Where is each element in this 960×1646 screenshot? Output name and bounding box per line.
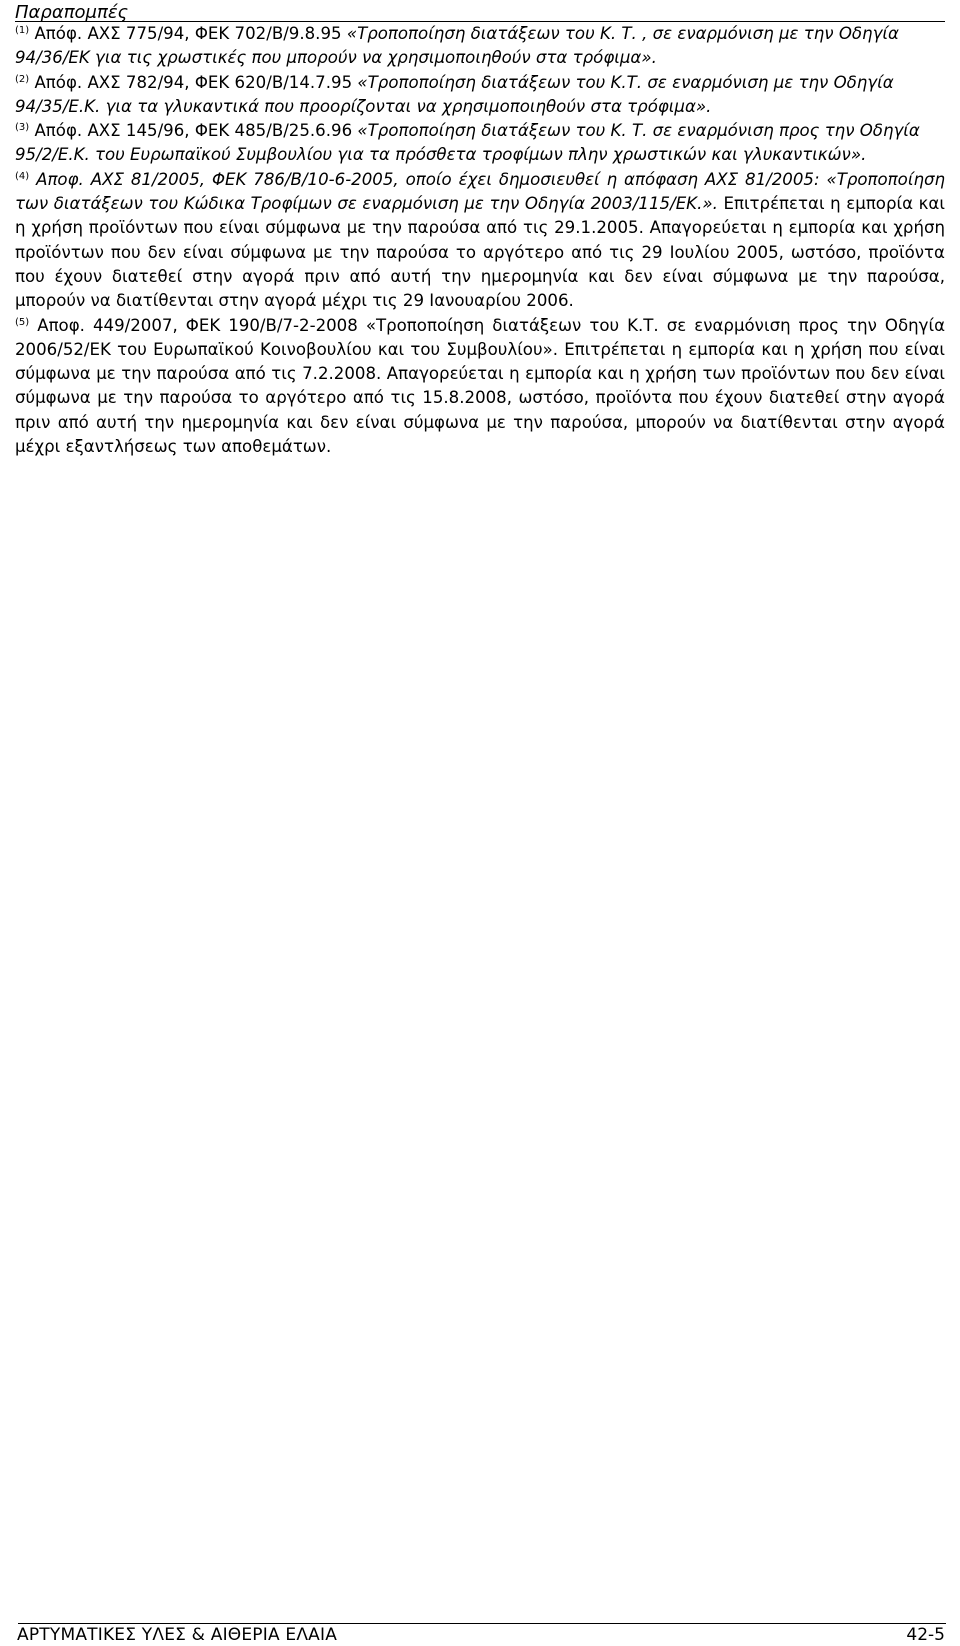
reference-number: (1) bbox=[15, 25, 30, 36]
reference-title: «Τροποποίηση διατάξεων του Κ. Τ. , σε εναρμόνιση με την Οδηγία 94/36/ΕΚ για τις χρωστικές που μπορούν να χρησιμοποιηθούν στα τρόφιμα». bbox=[15, 24, 899, 68]
reference-2 bbox=[15, 71, 945, 120]
reference-citation: Απόφ. ΑΧΣ 775/94, ΦΕΚ 702/Β/9.8.95 bbox=[34, 24, 347, 43]
reference-1 bbox=[15, 22, 945, 71]
reference-title: «Τροποποίηση διατάξεων του Κ. Τ. σε εναρμόνιση προς την Οδηγία 95/2/Ε.Κ. του Ευρωπαϊκού Συμβουλίου για τα πρόσθετα τροφίμων πλην χρωστικών και γλυκαντικών». bbox=[15, 121, 920, 165]
reference-title: «Τροποποίηση διατάξεων του Κ.Τ. σε εναρμόνιση με την Οδηγία 94/35/Ε.Κ. για τα γλυκαντικά που προορίζονται να χρησιμοποιηθούν στα τρόφιμα». bbox=[15, 72, 894, 116]
reference-citation: Αποφ. ΑΧΣ 81/2005, ΦΕΚ 786/Β/10-6-2005, οποίο έχει δημοσιευθεί η απόφαση ΑΧΣ 81/2005: «Τροποποίηση των διατάξεων του Κώδικα Τροφίμων σε εναρμόνιση με την Οδηγία 2003/115/ΕΚ.». bbox=[15, 169, 945, 214]
footer-rule bbox=[18, 1623, 946, 1624]
page-number: 42-5 bbox=[906, 1625, 945, 1645]
reference-number: (2) bbox=[15, 73, 30, 85]
footer-title: ΑΡΤΥΜΑΤΙΚΕΣ ΥΛΕΣ & ΑΙΘΕΡΙΑ ΕΛΑΙΑ bbox=[17, 1625, 338, 1645]
reference-3 bbox=[15, 119, 945, 168]
reference-number: (4) bbox=[15, 170, 30, 182]
references-list bbox=[15, 22, 945, 459]
reference-citation: Απόφ. ΑΧΣ 782/94, ΦΕΚ 620/Β/14.7.95 bbox=[34, 72, 358, 92]
reference-citation: Αποφ. 449/2007, ΦΕΚ 190/Β/7-2-2008 «Τροποποίηση διατάξεων του Κ.Τ. σε εναρμόνιση προς την Οδηγία 2006/52/ΕΚ του Ευρωπαϊκού Κοινοβουλίου και του Συμβουλίου». Επιτρέπεται η εμπορία και η χρήση που είναι σύμφωνα με την παρούσα από τις 7.2.2008. Απαγορεύεται η εμπορία και η χρήση των προϊόντων που δεν είναι σύμφωνα με την παρούσα το αργότερο από τις 15.8.2008, ωστόσο, προϊόντα που έχουν διατεθεί στην αγορά πριν από αυτή την ημερομηνία και δεν είναι σύμφωνα με την παρούσα, μπορούν να διατίθενται στην αγορά μέχρι εξαντλήσεως των αποθεμάτων. bbox=[15, 315, 946, 457]
reference-number: (3) bbox=[15, 122, 30, 134]
reference-5 bbox=[15, 314, 945, 460]
reference-citation: Απόφ. ΑΧΣ 145/96, ΦΕΚ 485/Β/25.6.96 bbox=[34, 121, 358, 141]
reference-number: (5) bbox=[15, 316, 30, 328]
references-heading: Παραπομπές bbox=[15, 2, 129, 23]
reference-note: Επιτρέπεται η εμπορία και η χρήση προϊόντων που είναι σύμφωνα με την παρούσα από τις 29.1.2005. Απαγορεύεται η εμπορία και χρήση προϊόντων που δεν είναι σύμφωνα με την παρούσα το αργότερο από τις 29 Ιουλίου 2005, ωστόσο, προϊόντα που έχουν διατεθεί στην αγορά πριν από αυτή την ημερομηνία και δεν είναι σύμφωνα με την παρούσα, μπορούν να διατίθενται στην αγορά μέχρι τις 29 Ιανουαρίου 2006. bbox=[15, 194, 945, 311]
reference-4 bbox=[15, 168, 945, 314]
